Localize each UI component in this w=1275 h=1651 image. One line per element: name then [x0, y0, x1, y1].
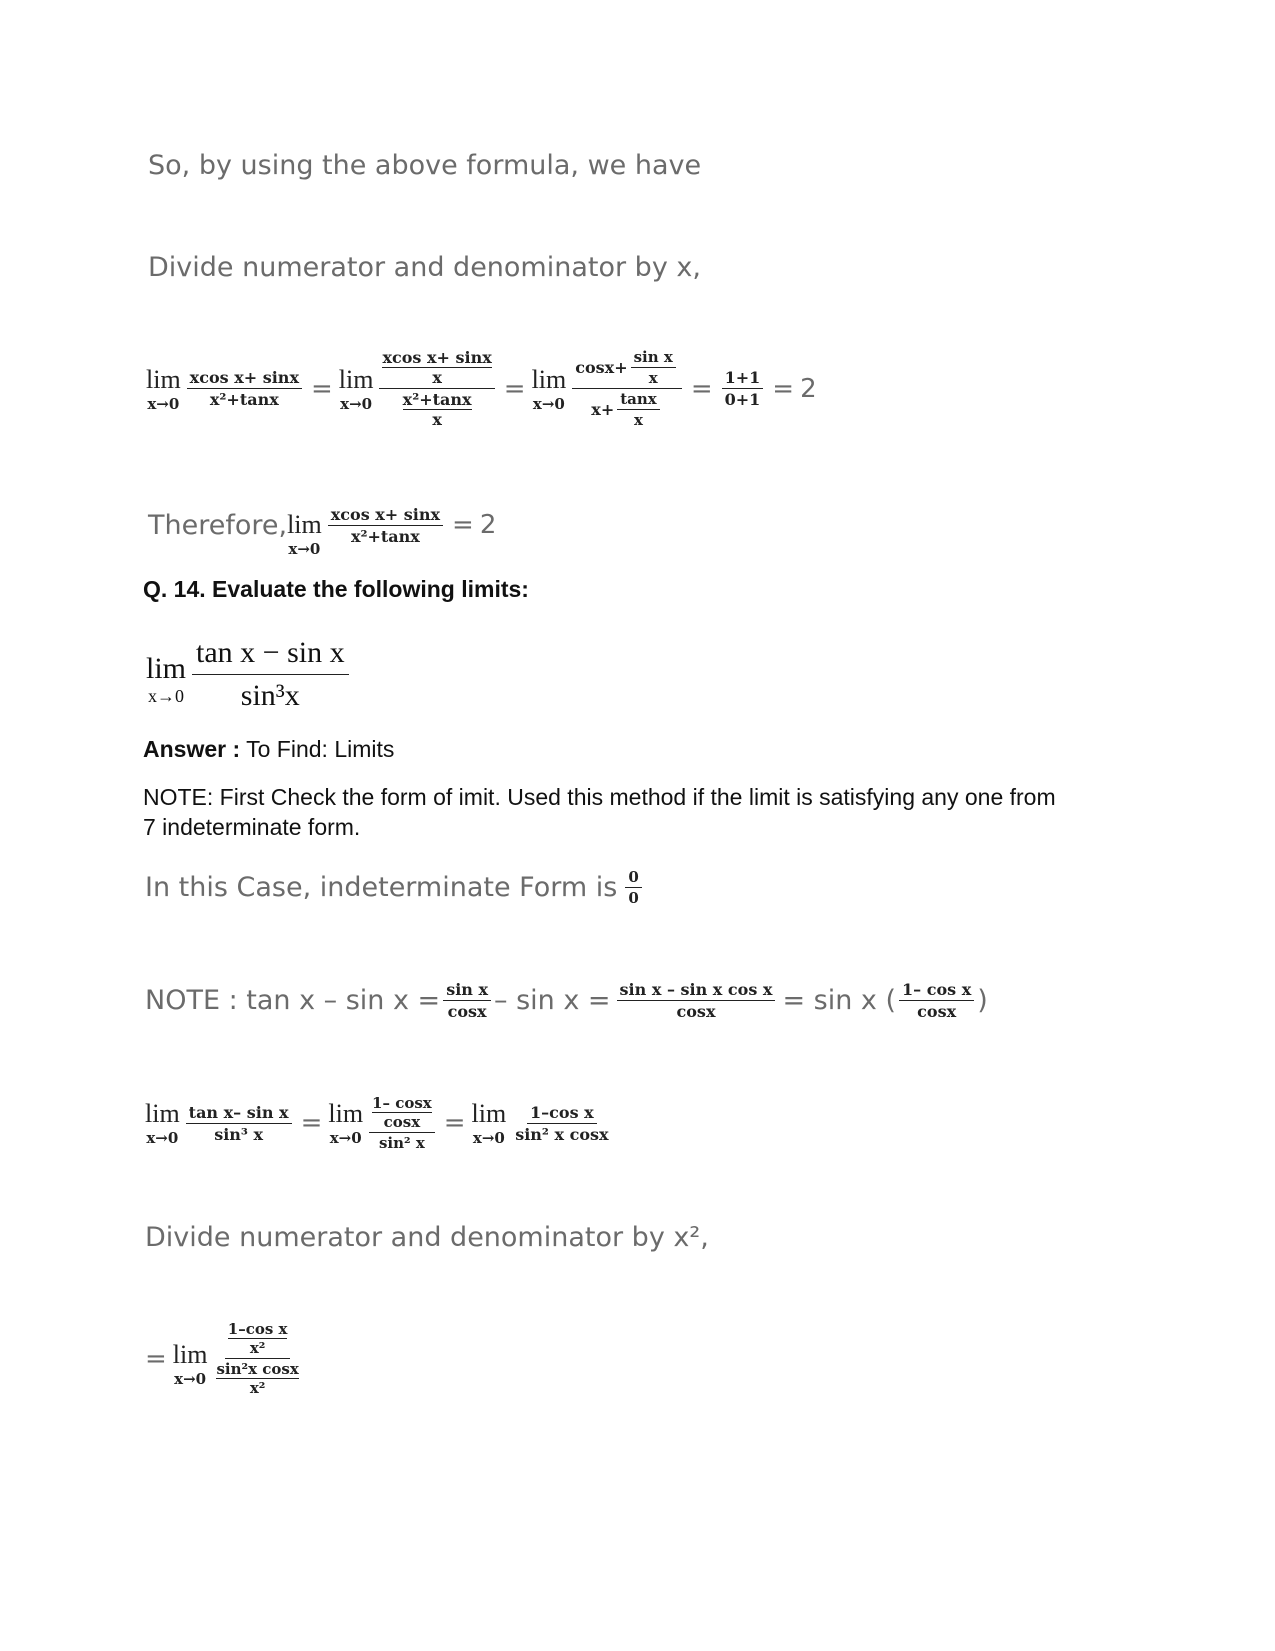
answer-text: To Find: Limits: [246, 736, 395, 762]
lim-operator: lim x→0: [338, 364, 374, 413]
lim-operator: lim x→0: [287, 510, 322, 558]
question-expression: [146, 636, 352, 713]
equation-limit-3: = lim x→0 1–cos x x² sin²x cosx x²: [145, 1320, 299, 1397]
note-identity: NOTE : tan x – sin x = $\frac{\text{sin x}}{\cos x}$ – sin x = $\frac{\text{sin x – sin x cos x}}{\cos x}$ = sin x ( $\frac{\text{1– cos x}}{\cos x}$ ): [145, 980, 988, 1021]
fraction-4: $\frac{1+1}{0+1}$: [722, 368, 764, 409]
equation-therefore: Therefore, lim x→0 $\frac{\text{xcos x+ sinx}}{\text{x²+tanx}}$ = 2: [148, 504, 497, 558]
zero-over-zero: $\frac{0}{0}$: [625, 868, 641, 907]
lim-operator: lim x→0: [328, 1099, 364, 1147]
answer-line: [143, 736, 394, 763]
text-divide-by-x2: Divide numerator and denominator by x²,: [145, 1222, 709, 1253]
fraction-therefore: $\frac{\text{xcos x+ sinx}}{\text{x²+tanx}}$: [328, 505, 443, 546]
result-value: 2: [800, 373, 817, 404]
lim-operator: lim x→0: [146, 652, 187, 706]
lim-operator: lim x→0: [531, 364, 567, 413]
question-fraction: $\frac{\text{tan x − sin x}}{\text{sin³x}}$: [192, 636, 349, 713]
answer-label: Answer :: [143, 736, 241, 762]
note-paragraph: NOTE: First Check the form of imit. Used this method if the limit is satisfying any one from 7 indeterminate form.: [143, 784, 1056, 840]
text-formula-intro: So, by using the above formula, we have: [148, 150, 702, 181]
lim-operator: lim x→0: [145, 1099, 180, 1147]
indeterminate-form-line: In this Case, indeterminate Form is $\frac{0}{0}$: [145, 868, 645, 907]
equation-limit-1: lim x→0 $\frac{\text{xcos x+ sinx}}{\text{x²+tanx}}$ = lim x→0 xcos x+ sinx x x²+tanx x = lim x→0 cosx+ $\frac{\text{sin x}}{x}$ x+ $\frac{\tan x}{x}$ = $\frac{1+1}{0+1}$ = 2: [146, 348, 817, 429]
fraction-1: $\frac{\text{xcos x+ sinx}}{\text{x²+tanx}}$: [187, 368, 302, 409]
lim-operator: lim x→0: [471, 1099, 507, 1147]
lim-operator: lim x→0: [172, 1339, 208, 1388]
fraction-3: cosx+ $\frac{\text{sin x}}{x}$ x+ $\frac{\tan x}{x}$: [572, 348, 682, 429]
equation-limit-2: lim x→0 $\frac{\text{tan x– sin x}}{\text{sin³ x}}$ = lim x→0 1– cosx cosx sin² x = lim x→0 $\frac{\text{1–cos x}}{\text{sin² x cosx}}$: [145, 1094, 609, 1152]
lim-operator: lim x→0: [146, 364, 181, 413]
text-divide-by-x: Divide numerator and denominator by x,: [148, 252, 701, 283]
fraction-2: xcos x+ sinx x x²+tanx x: [379, 348, 494, 429]
question-heading: Q. 14. Evaluate the following limits:: [143, 576, 529, 602]
